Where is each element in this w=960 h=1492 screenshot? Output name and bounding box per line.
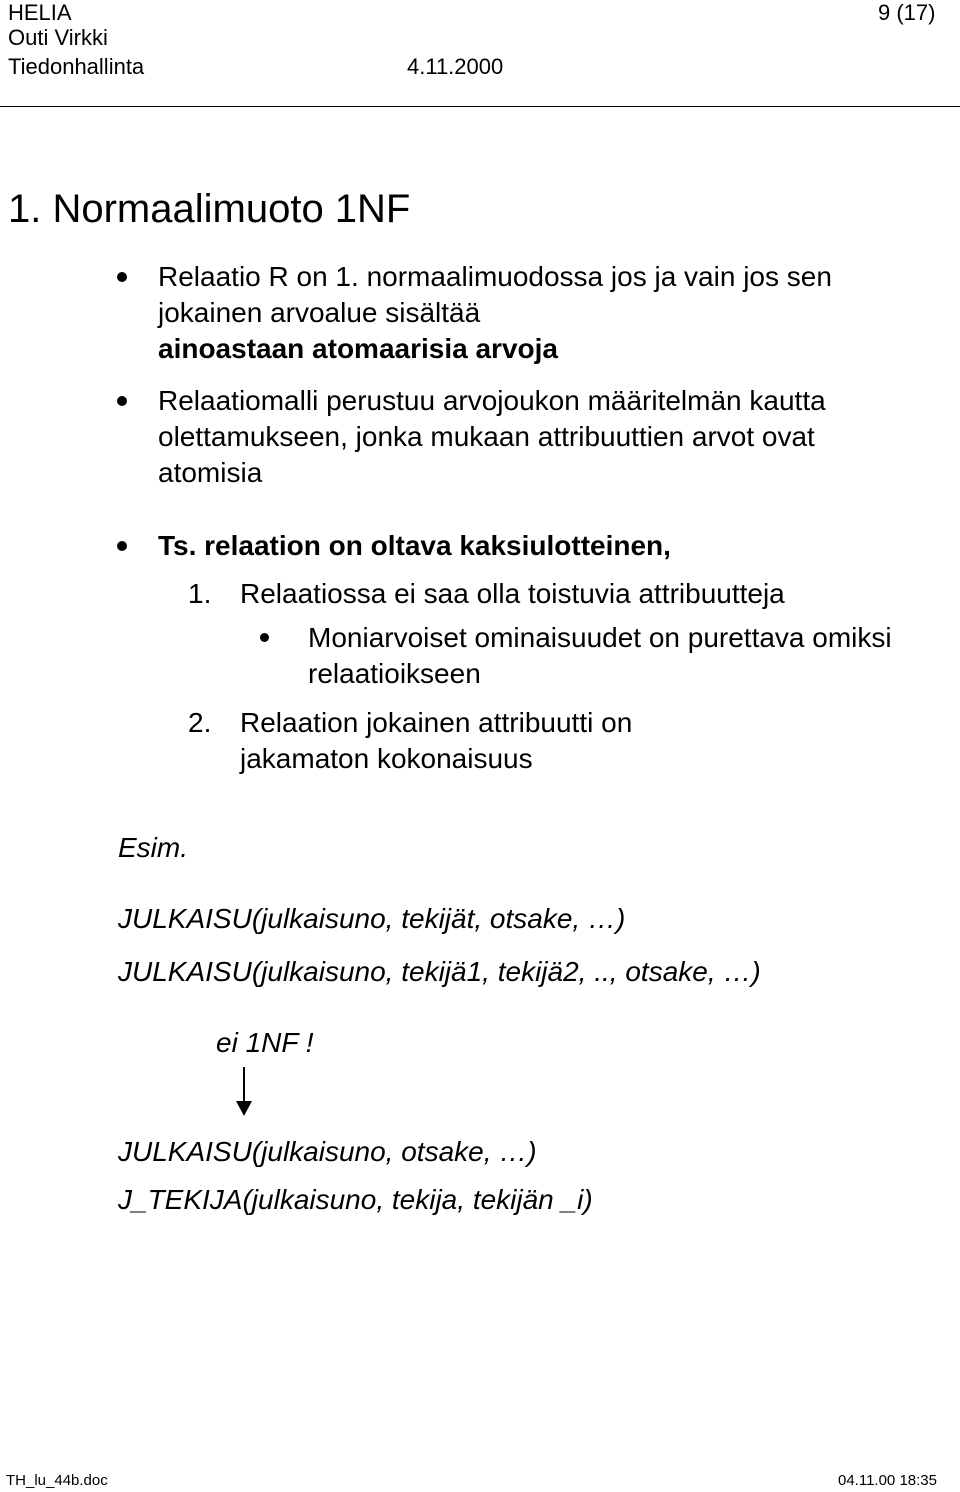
numbered-item-2-line-2: jakamaton kokonaisuus bbox=[240, 743, 533, 774]
page-title: 1. Normaalimuoto 1NF bbox=[8, 187, 411, 231]
numbered-item-2-line-1: Relaation jokainen attribuutti on bbox=[240, 707, 633, 738]
header-divider bbox=[0, 106, 960, 107]
example-line-1: JULKAISU(julkaisuno, tekijät, otsake, …) bbox=[118, 903, 626, 934]
bullet-1-line-2: jokainen arvoalue sisältää bbox=[158, 297, 481, 328]
header-author: Outi Virkki bbox=[8, 25, 108, 50]
example-note: ei 1NF ! bbox=[216, 1027, 314, 1058]
bullet-icon bbox=[117, 541, 127, 551]
header-course: Tiedonhallinta bbox=[8, 54, 145, 79]
bullet-1-line-3: ainoastaan atomaarisia arvoja bbox=[158, 333, 558, 364]
bullet-icon bbox=[117, 396, 127, 406]
numbered-item-1-text: Relaatiossa ei saa olla toistuvia attribuutteja bbox=[240, 578, 785, 609]
sub-bullet-icon bbox=[260, 633, 269, 642]
example-line-4: J_TEKIJA(julkaisuno, tekija, tekijän _i) bbox=[118, 1184, 593, 1215]
bullet-2-line-3: atomisia bbox=[158, 457, 263, 488]
bullet-3-line-1: Ts. relaation on oltava kaksiulotteinen, bbox=[158, 530, 671, 561]
bullet-icon bbox=[117, 272, 127, 282]
down-arrow-icon bbox=[243, 1067, 245, 1103]
arrow-head-icon bbox=[236, 1101, 252, 1116]
footer-filename: TH_lu_44b.doc bbox=[6, 1472, 108, 1489]
bullet-2-line-2: olettamukseen, jonka mukaan attribuuttien arvot ovat bbox=[158, 421, 815, 452]
bullet-2-line-1: Relaatiomalli perustuu arvojoukon määritelmän kautta bbox=[158, 385, 826, 416]
sub-bullet-line-1: Moniarvoiset ominaisuudet on purettava omiksi bbox=[308, 622, 892, 653]
header-page-number: 9 (17) bbox=[878, 0, 936, 25]
example-line-3: JULKAISU(julkaisuno, otsake, …) bbox=[118, 1136, 537, 1167]
example-line-2: JULKAISU(julkaisuno, tekijä1, tekijä2, .., otsake, …) bbox=[118, 956, 761, 987]
header-org: HELIA bbox=[8, 0, 72, 25]
bullet-1-line-1: Relaatio R on 1. normaalimuodossa jos ja vain jos sen bbox=[158, 261, 832, 292]
sub-bullet-line-2: relaatioikseen bbox=[308, 658, 481, 689]
numbered-item-1-number: 1. bbox=[188, 578, 212, 609]
numbered-item-2-number: 2. bbox=[188, 707, 212, 738]
header-date: 4.11.2000 bbox=[407, 54, 504, 79]
example-label: Esim. bbox=[118, 832, 188, 863]
footer-timestamp: 04.11.00 18:35 bbox=[838, 1472, 937, 1489]
